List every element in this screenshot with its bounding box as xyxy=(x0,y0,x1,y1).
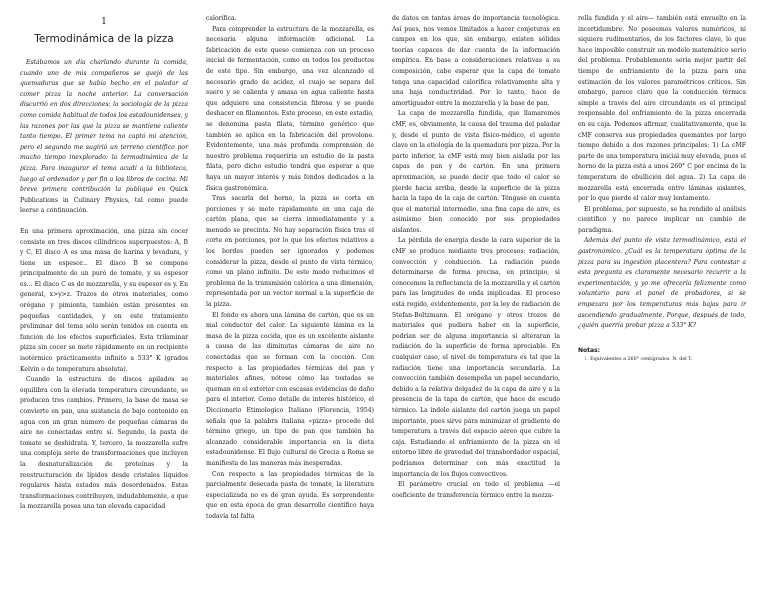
body-paragraph: El parámetro crucial en todo el problema —el coeficiente de transferencia térmico entre la mozza- xyxy=(392,481,560,499)
body-paragraph: de datos en tantas áreas de importancia tecnológica. Así pues, nos vemos limitados a hacer conjeturas en campos en los que, sin embargo, existen sólidas teorías capaces de dar cuenta de la información empírica. En base a consideraciones relativas a su composición, cabe esperar que la capa de tomate tenga una capacidad calorífica relativamente alta y una baja conductividad. Por lo tanto, hace de amortiguador entre la mozzarella y la base de pan. xyxy=(392,15,560,107)
article-title: Termodinámica de la pizza xyxy=(34,33,174,45)
body-paragraph: calorífica. xyxy=(206,15,237,22)
body-paragraph: La pérdida de energía desde la cara superior de la cMF se produce mediante tres procesos: radiación, convección y conducción. La radiación puede determinarse de forma precisa, en principio, si conocemos la reflectancia de la mozzarella y el cartón para las longitudes de onda implicadas. El proceso está regido, evidentemente, por la ley de radiación de Stefan-Boltzmann. El orégano y otros trozos de materiales que pudiera haber en la superficie, podrían ser de alguna importancia si alteraran la radiación de la superficie de forma apreciable. En cualquier caso, el nivel de temperatura es tal que la radiación tiene una importancia secundaria. La convección también desempeña un papel secundario, debido a la relativa delgadez de la capa de aire y a la presencia de la tapa de cartón, que hace de escudo térmico. La índole aislante del cartón juega un papel importante, pues sirve para minimizar el gradiente de temperatura a través del espacio aéreo que cubre la caja. Estudiando el enfriamiento de la pizza en el entorno libre de gravedad del transbordador espacial, podríamos determinar con más exactitud la importancia de los flujos convectivos. xyxy=(392,237,560,478)
body-paragraph: rella fundida y el aire— también está envuelto en la incertidumbre. No poseemos valores numéricos, ni siquiera rudimentarios, de los factores clave, lo que hace imposible construir un modelo matemático serio del problema. Probablemente sería mejor partir del tiempo de enfriamiento de la pizza para una estimación de los valores paramétricos críticos. Sin embargo, parece claro que la conducción térmica simple a través del aire circundante es el principal responsable del enfriamiento de la pizza encerrada en su caja. Podemos afirmar, cualitativamente, que la cMF conserva sus propiedades quemantes por largo tiempo debido a dos razones principales: 1) La cMF parte de una temperatura inicial muy elevada, pues el horno de la pizza está a unos 260° C por encima de la temperatura de ebullición del agua. 2) La capa de mozzarella está encerrada entre láminas aislantes, por lo que pierde el calor muy lentamente. xyxy=(578,15,746,203)
body-paragraph: El fondo es ahora una lámina de cartón, que es un mal conductor del calor. La siguiente lámina es la masa de la pizza cocida, que es un excelente aislante a causa de las diminutas cámaras de aire no conectadas que se forman con la cocción. Con respecto a las propiedades térmicas del pan y materiales afines, nótese cómo las tostadas se queman en el exterior con escasas evidencias de daño para el interior. Como detalle de interés histórico, el Diccionario Etimologico Italiano (Florencia, 1954) señala que la palabra italiana «pizza» procede del término griego, un tipo de pan que también ha alcanzado considerable importancia en la dieta estadounidense. El flujo cultural de Grecia a Roma se manifiesta de las maneras más inesperadas. xyxy=(206,311,374,467)
body-paragraph: Para comprender la estructura de la mozzarella, es necesaria alguna información adicional. La fabricación de este queso comienza con un proceso inicial de fermentación, como en todos los productos de este tipo. Sin embargo, una vez alcanzado el necesario grado de acidez, el cuajo se separa del suero y se calienta y amasa en agua caliente hasta que adquiere una consistencia fibrosa y se puede deshacer en filamentos. Este proceso, en este estadio, se denomina pasta filata, término genérico que también se aplica en la fabricación del provolone. Evidentemente, una más profunda comprensión de nuestro problema requeriría un estudio de la pasta filata, pero dicho estudio tendrá que esperar a que haya un mayor interés y más fondos dedicados a la física gastronómica. xyxy=(206,25,374,192)
body-paragraph: Con respecto a las propiedades térmicas de la parcialmente desecada pasta de tomate, la literatura especializada no es de gran ayuda. Es sorprendente que en esta época de gran desarrollo científico haya todavía tal falta xyxy=(206,470,374,520)
body-paragraph: La capa de mozzarella fundida, que llamaremos cMF, es, obviamente, la causa del trauma del paladar y, desde el punto de vista físico-médico, el agente clave en la etiología de la quemadura por pizza. Por la parte inferior, la cMF está muy bien aislada por las capas de pan y de cartón. En una primera aproximación, se puede decir que todo el calor se pierde hacia arriba, desde la superficie de la pizza hacia la tapa de la caja de cartón. Téngase en cuenta que el material intermedio, una fina capa de aire, es asimismo bien conocido por sus propiedades aislantes. xyxy=(392,110,560,234)
footnote xyxy=(578,356,746,364)
article-number: 1 xyxy=(101,17,107,27)
column-3 xyxy=(392,14,560,501)
body-paragraph: El problema, por supuesto, se ha rendido al análisis científico y no parece implicar un cambio de paradigma. xyxy=(578,205,746,234)
column-2 xyxy=(206,14,374,523)
footnote-number[interactable]: 1. xyxy=(584,356,589,362)
notes-heading: Notas: xyxy=(578,346,601,354)
body-paragraph: Tras sacarla del horno, la pizza se corta en porciones y se mete rápidamente en una caja de cartón plana, que se cierra inmediatamente y a menudo se precinta. No hay separación física tras el corte en porciones, por lo que los efectos relativos a los bordes pueden ser ignorados y podemos considerar la pizza, desde el punto de vista térmico, como un plano infinito. De este modo reducimos el problema de la transmisión calórica a una dimensión, representada por un vector normal a la superficie de la pizza. xyxy=(206,195,374,309)
intro-italic-text: Estábamos un día charlando durante la comida, cuando uno de mis compañeros se quejó de las quemaduras que se había hecho en el paladar al comer pizza la noche anterior. La conversación discurrió en dos direcciones: la sociología de la pizza como comida habitual de todos los estadounidenses, y las razones por las que la pizza se mantiene caliente tanto tiempo. El primer tema no captó mi atención, pero el segundo me sugirió un terreno científico por mucho tiempo inexplorado: la termodinámica de la pizza. Para inaugurar el tema acudí a la biblioteca, luego al ordenador y por fin a los libros de cocina. Mi breve primera contribución la publiqué en xyxy=(20,59,188,194)
intro-paragraph xyxy=(20,58,188,217)
intro-upright-text: Quick Publications in Culinary Physics, tal como puede leerse a continuación. xyxy=(20,186,188,215)
closing-italic-paragraph: Además del punto de vista termodinámico, está el gastronómico. ¿Cuál es la temperatura óptima de la pizza para su ingestión placentera? Para contestar a esta pregunta es claramente necesario recurrir a la experimentación, y yo me ofrecería felizmente como voluntario para el panel de probadores, si se empezara por los temperaturas más bajas para ir ascendiendo gradualmente. Porque, después de todo, ¿quién querría probar pizza a 533° K? xyxy=(578,237,746,330)
column-1 xyxy=(20,14,188,513)
column-4 xyxy=(578,14,746,364)
body-paragraph: En una primera aproximación, una pizza sin cocer consiste en tres discos cilíndricos superpuestos: A, B y C. El disco A es una masa de harina y levadura, y tiene un espesor... El disco B se compone principalmente de un puré de tomate, y su espesor es... El disco C es de mozzarella, y su espesor es y. En general, x>y>z. Trazos de otros materiales, como orégano y pimienta, también están presentes en pequeñas cantidades, y en este tratamiento preliminar del tema sólo serán tenidos en cuenta en función de los efectos superficiales. Esta trilaminar pizza sin cocer se mete rápidamente en un recipiente isotérmico prácticamente infinito a 533° K (grados Kelvin o de temperatura absoluta). xyxy=(20,227,188,373)
body-paragraph: Cuando la estructura de discos apilados se equilibra con la elevada temperatura circundante, se producen tres cambios. Primero, la base de masa se convierte en pan, una sustancia de bajo contenido en agua con un gran número de pequeñas cámaras de aire no conectadas entre sí. Segundo, la pasta de tomate se deshidrata. Y, tercero, la mozzarella sufre una compleja serie de transformaciones que incluyen la desnaturalización de proteínas y la reestructuración de lípidos desde cristales líquidos regulares hasta estados más desordenados. Estas transformaciones contribuyen, indudablemente, a que la mozzarella posea una tan elevada capacidad xyxy=(20,376,188,511)
footnote-text: Equivalentes a 260° centígrados. N. del T. xyxy=(590,356,693,362)
